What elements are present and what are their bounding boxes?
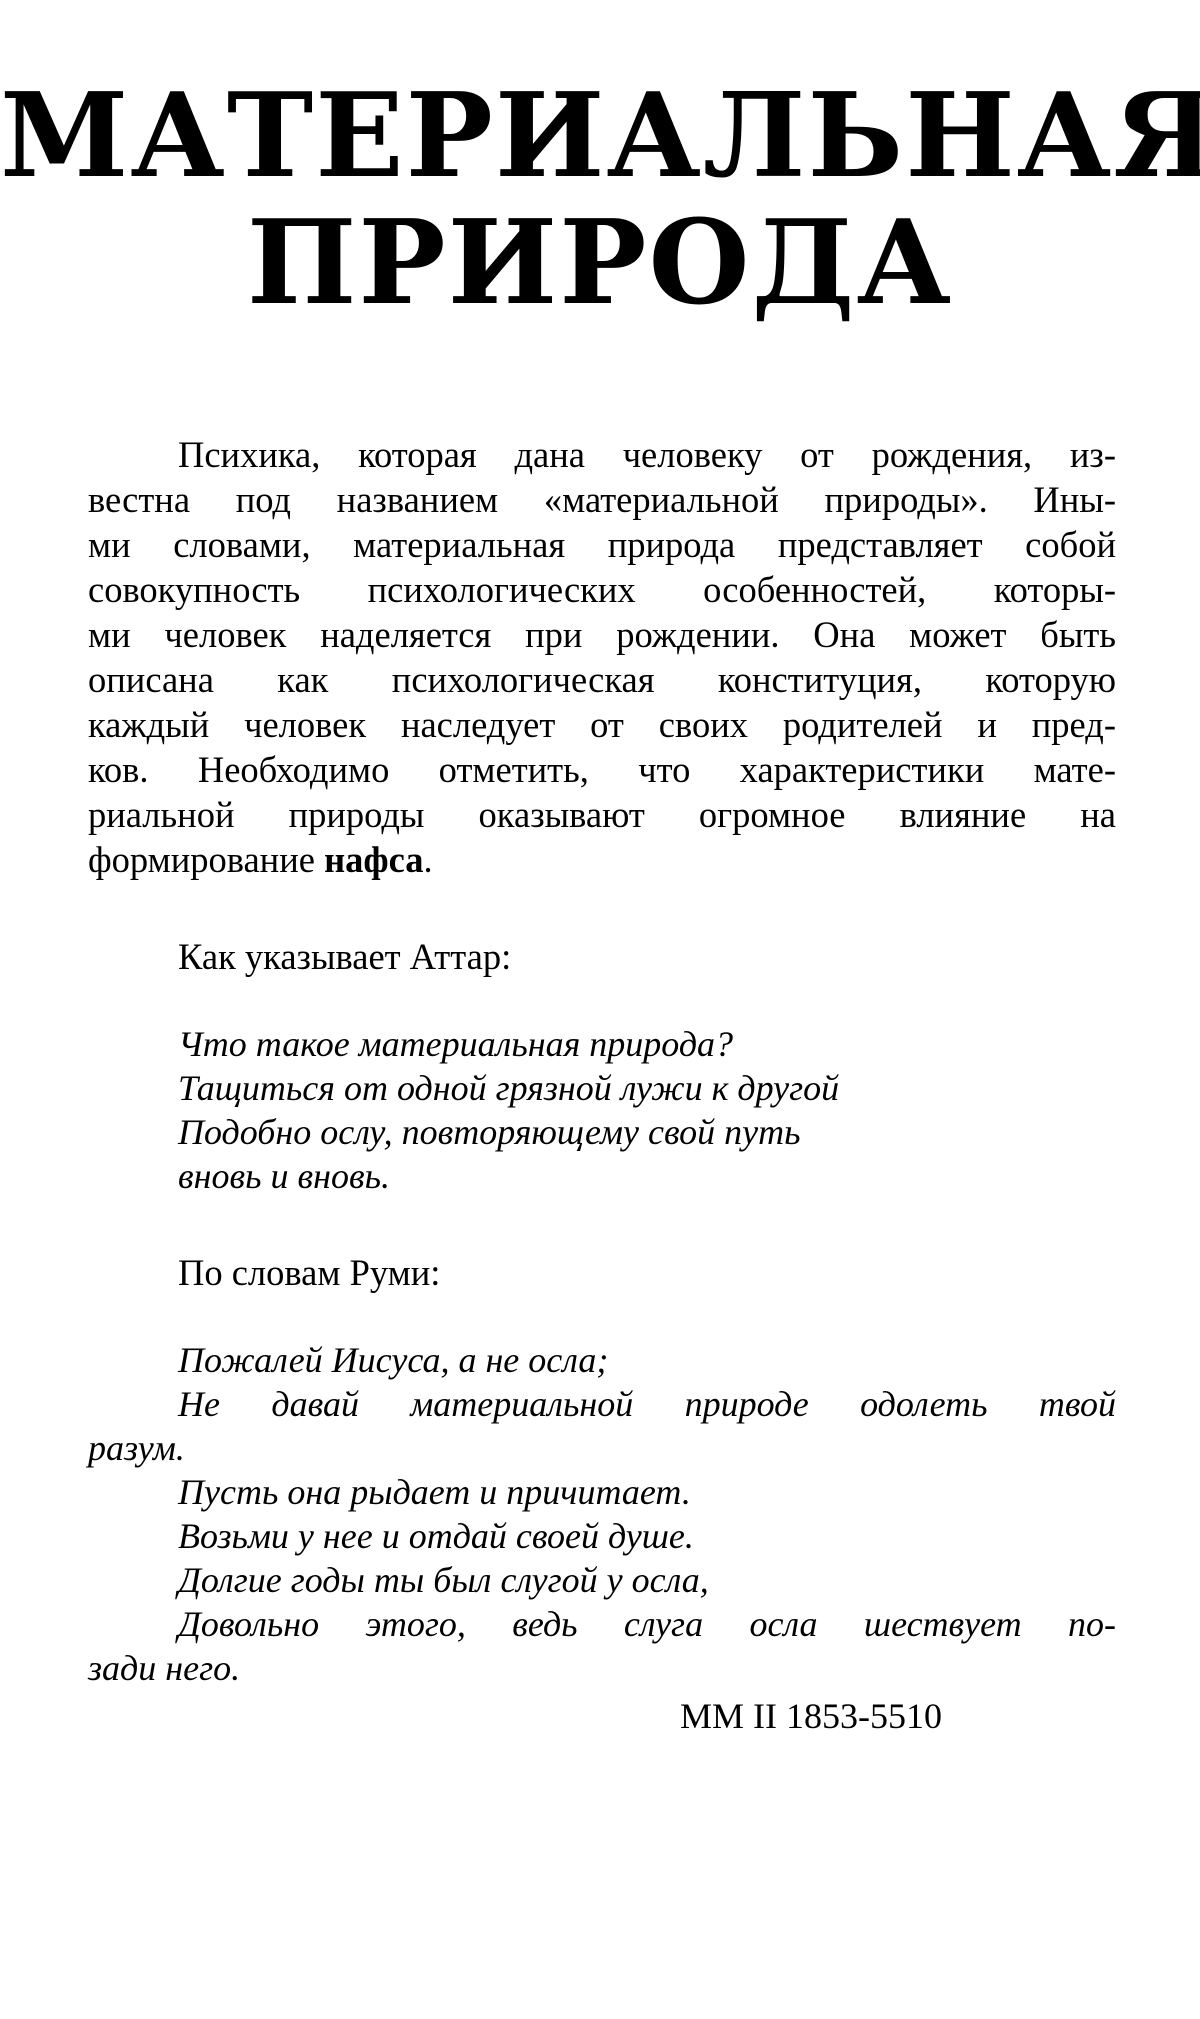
verse-line: Что такое материальная природа? bbox=[88, 1022, 1116, 1066]
verse-line-continuation: разум. bbox=[88, 1426, 1116, 1470]
verse-line: Не давай материальной природе одолеть твой bbox=[88, 1382, 1116, 1426]
verse-line-continuation: зади него. bbox=[88, 1646, 1116, 1690]
term-nafs: нафса bbox=[324, 839, 423, 880]
rumi-verse bbox=[88, 1338, 1116, 1690]
book-page bbox=[0, 0, 1200, 2019]
paragraph-line: ми словами, материальная природа представляет собой bbox=[88, 522, 1116, 567]
paragraph-line: Психика, которая дана человеку от рождения, из- bbox=[88, 432, 1116, 477]
verse-line: вновь и вновь. bbox=[88, 1154, 1116, 1198]
paragraph-last-suffix: . bbox=[424, 839, 433, 880]
verse-line: Долгие годы ты был слугой у осла, bbox=[88, 1558, 1116, 1602]
citation-reference: ММ II 1853-5510 bbox=[680, 1694, 942, 1739]
paragraph-line: ми человек наделяется при рождении. Она может быть bbox=[88, 612, 1116, 657]
verse-line: Пожалей Иисуса, а не осла; bbox=[88, 1338, 1116, 1382]
attar-verse bbox=[88, 1022, 1116, 1198]
verse-line: Подобно ослу, повторяющему свой путь bbox=[88, 1110, 1116, 1154]
paragraph-line: описана как психологическая конституция, которую bbox=[88, 657, 1116, 702]
paragraph-line: каждый человек наследует от своих родителей и пред- bbox=[88, 702, 1116, 747]
intro-paragraph bbox=[88, 432, 1116, 882]
rumi-intro: По словам Руми: bbox=[178, 1250, 440, 1295]
paragraph-line: вестна под названием «материальной природы». Ины- bbox=[88, 477, 1116, 522]
chapter-title-line-1: МАТЕРИАЛЬНАЯ bbox=[0, 78, 1200, 194]
verse-line: Довольно этого, ведь слуга осла шествует по- bbox=[88, 1602, 1116, 1646]
paragraph-last-prefix: формирование bbox=[88, 839, 324, 880]
verse-line: Тащиться от одной грязной лужи к другой bbox=[88, 1066, 1116, 1110]
paragraph-line: риальной природы оказывают огромное влияние на bbox=[88, 792, 1116, 837]
paragraph-last-line bbox=[88, 837, 1116, 882]
verse-line: Пусть она рыдает и причитает. bbox=[88, 1470, 1116, 1514]
chapter-title-line-2: ПРИРОДА bbox=[0, 205, 1200, 321]
paragraph-line: совокупность психологических особенностей, которы- bbox=[88, 567, 1116, 612]
attar-intro: Как указывает Аттар: bbox=[178, 934, 511, 979]
paragraph-line: ков. Необходимо отметить, что характеристики мате- bbox=[88, 747, 1116, 792]
verse-line: Возьми у нее и отдай своей душе. bbox=[88, 1514, 1116, 1558]
